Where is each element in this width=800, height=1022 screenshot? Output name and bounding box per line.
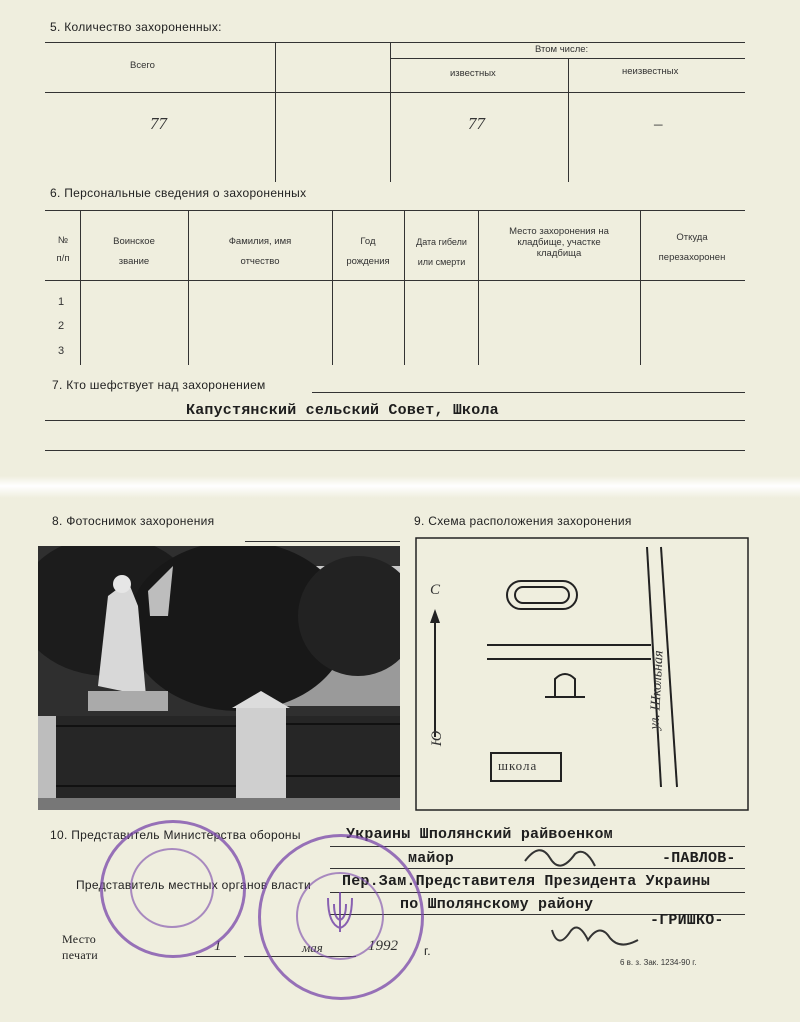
col-from-header: Откуда перезахоронен xyxy=(658,232,726,263)
table-border xyxy=(275,42,276,182)
local-representative-line-2: по Шполянскому району xyxy=(400,896,594,913)
local-authority-label: Представитель местных органов власти xyxy=(76,878,311,892)
trident-emblem xyxy=(320,888,360,938)
row-number-3: 3 xyxy=(58,345,65,357)
table-border xyxy=(45,92,745,93)
patron-value: Капустянский сельский Совет, Школа xyxy=(186,402,499,419)
col-place-header: Место захоронения на кладбище, участке кладбища xyxy=(509,226,609,259)
local-representative-line-1: Пер.Зам.Представителя Президента Украины xyxy=(342,873,711,890)
col-number-header: № п/п xyxy=(56,235,70,264)
section-6-title: 6. Персональные сведения о захороненных xyxy=(50,186,307,200)
known-value: 77 xyxy=(468,114,485,133)
table-border xyxy=(80,210,81,365)
section-7-title: 7. Кто шефствует над захоронением xyxy=(52,378,266,392)
section-10-title: 10. Представитель Министерства обороны xyxy=(50,828,301,842)
including-header: Втом числе: xyxy=(535,44,589,55)
fill-line xyxy=(312,392,745,393)
military-stamp-inner xyxy=(130,848,214,928)
table-border xyxy=(188,210,189,365)
memorial-photo xyxy=(38,546,400,810)
mod-representative: Украины Шполянский райвоенком xyxy=(346,826,613,843)
fill-line xyxy=(196,956,236,957)
paper-fold xyxy=(0,476,800,498)
section-5-title: 5. Количество захороненных: xyxy=(50,20,222,34)
mod-rank: майор xyxy=(408,850,455,867)
total-header: Всего xyxy=(130,60,155,71)
section-8-title: 8. Фотоснимок захоронения xyxy=(52,514,215,528)
table-border xyxy=(390,42,391,182)
fill-line xyxy=(45,420,745,421)
print-note: 6 в. з. Зак. 1234-90 г. xyxy=(620,958,697,967)
seal-place-label-2: печати xyxy=(62,948,98,962)
date-suffix: г. xyxy=(424,944,431,958)
col-death-header: Дата гибели или смерти xyxy=(416,237,467,267)
table-border xyxy=(45,42,745,43)
known-header: известных xyxy=(450,68,496,79)
school-label: школа xyxy=(498,758,538,773)
south-label: Ю xyxy=(429,730,446,747)
fill-line xyxy=(45,450,745,451)
table-border xyxy=(568,58,569,182)
unknown-header: неизвестных xyxy=(622,66,679,77)
table-border xyxy=(640,210,641,365)
col-name-header: Фамилия, имя отчество xyxy=(228,236,292,267)
section-9-title: 9. Схема расположения захоронения xyxy=(414,514,632,528)
date-month: мая xyxy=(302,940,323,955)
location-scheme xyxy=(415,537,749,811)
date-day: 1 xyxy=(214,938,222,954)
fill-line xyxy=(245,541,400,542)
north-label: С xyxy=(430,582,441,598)
street-label: ул. Школьная xyxy=(647,650,667,730)
seal-place-label-1: Место xyxy=(62,932,97,946)
local-name: -ГРИШКО- xyxy=(650,912,724,929)
mod-name: -ПАВЛОВ- xyxy=(662,850,736,867)
row-number-1: 1 xyxy=(58,296,65,308)
date-year: 1992 xyxy=(368,938,398,954)
col-rank-header: Воинское звание xyxy=(113,236,155,267)
table-border xyxy=(332,210,333,365)
table-border xyxy=(478,210,479,365)
local-signature xyxy=(548,910,644,962)
mod-signature xyxy=(520,836,600,876)
row-number-2: 2 xyxy=(58,320,65,332)
unknown-value: – xyxy=(654,114,663,133)
total-value: 77 xyxy=(150,114,167,133)
col-birth-header: Год рождения xyxy=(346,236,390,267)
